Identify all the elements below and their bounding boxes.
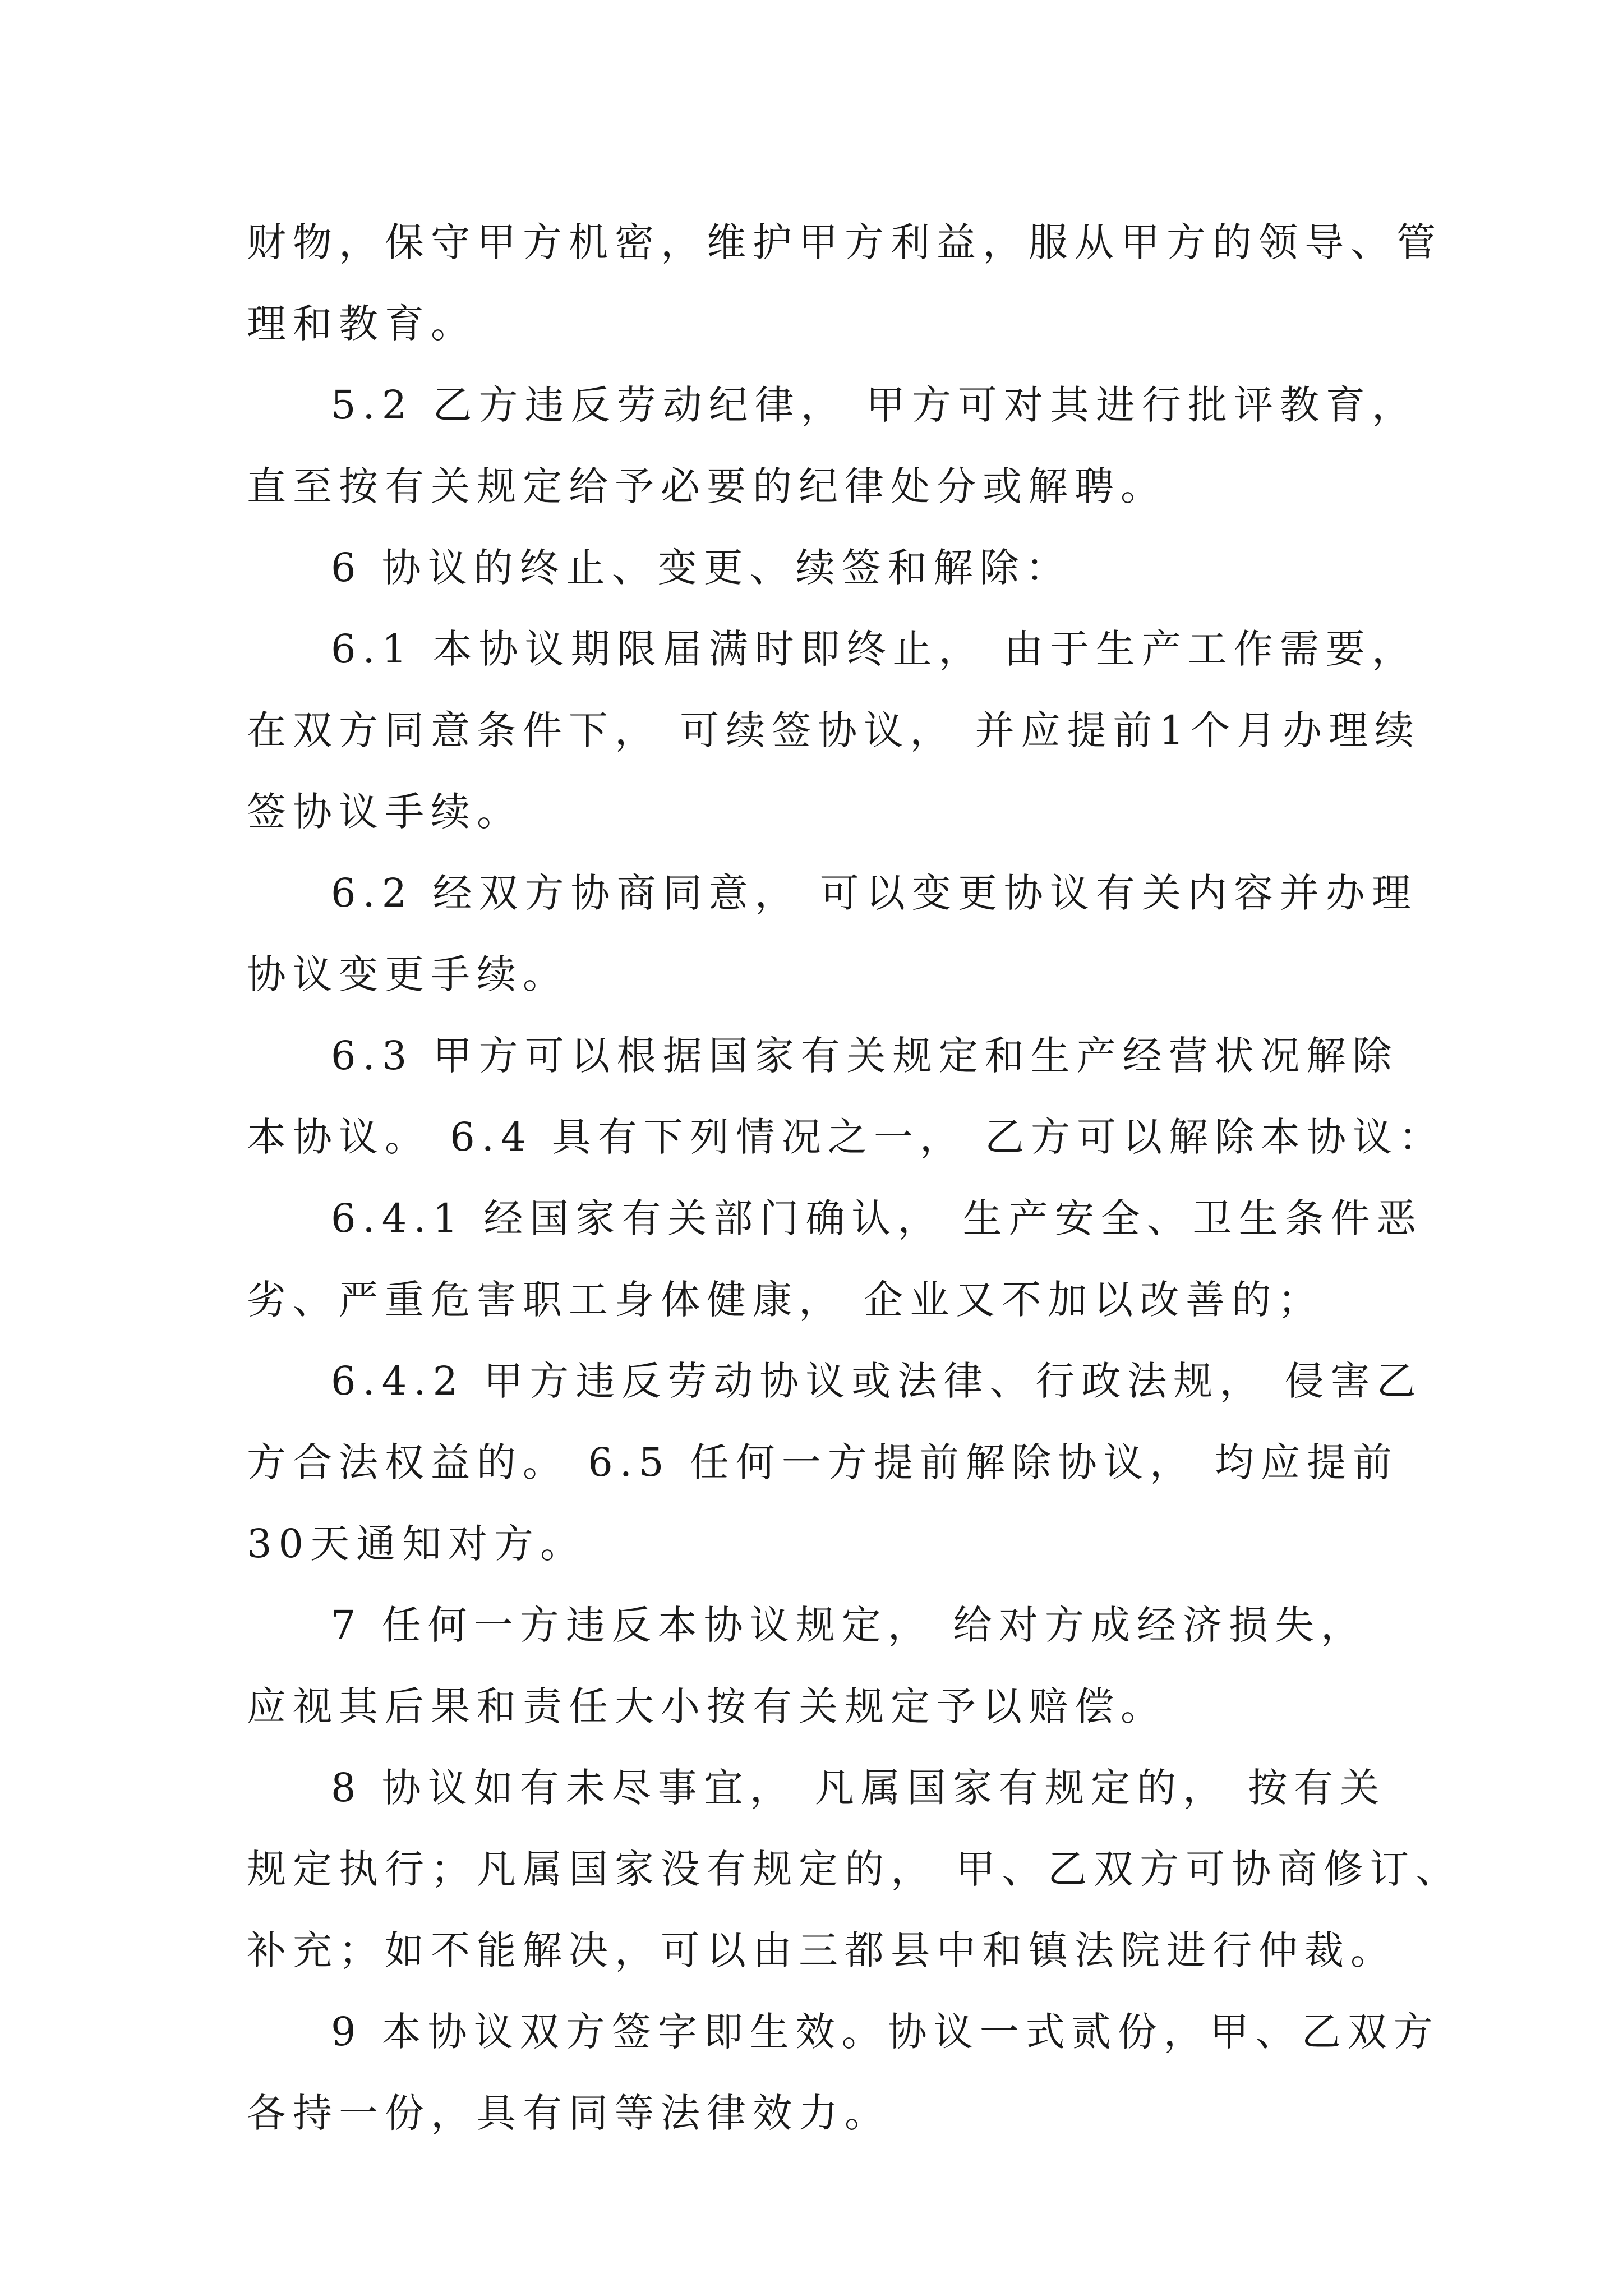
- text-line: 直至按有关规定给予必要的纪律处分或解聘。: [247, 463, 1166, 509]
- text-line: 6.4.2 甲方违反劳动协议或法律、行政法规， 侵害乙: [331, 1358, 1423, 1404]
- text-line: 理和教育。: [247, 301, 477, 347]
- text-line: 在双方同意条件下， 可续签协议， 并应提前1个月办理续: [247, 707, 1421, 753]
- text-line: 签协议手续。: [247, 789, 523, 835]
- text-line: 8 协议如有未尽事宜， 凡属国家有规定的， 按有关: [331, 1765, 1386, 1811]
- text-line: 6.2 经双方协商同意， 可以变更协议有关内容并办理: [331, 870, 1418, 916]
- text-line: 补充；如不能解决，可以由三都县中和镇法院进行仲裁。: [247, 1927, 1396, 1973]
- text-line: 9 本协议双方签字即生效。协议一式贰份，甲、乙双方: [331, 2009, 1440, 2055]
- text-line: 劣、严重危害职工身体健康， 企业又不加以改善的；: [247, 1277, 1324, 1323]
- text-line: 5.2 乙方违反劳动纪律， 甲方可对其进行批评教育，: [331, 382, 1418, 428]
- text-line: 6.4.1 经国家有关部门确认， 生产安全、卫生条件恶: [331, 1195, 1423, 1241]
- agreement-text: [247, 202, 1462, 2154]
- text-line: 30天通知对方。: [247, 1521, 587, 1567]
- text-line: 应视其后果和责任大小按有关规定予以赔偿。: [247, 1683, 1166, 1729]
- text-line: 财物，保守甲方机密，维护甲方利益，服从甲方的领导、管: [247, 219, 1442, 265]
- text-line: 6.3 甲方可以根据国家有关规定和生产经营状况解除: [331, 1033, 1399, 1079]
- text-line: 6.1 本协议期限届满时即终止， 由于生产工作需要，: [331, 626, 1418, 672]
- text-line: 规定执行；凡属国家没有规定的， 甲、乙双方可协商修订、: [247, 1846, 1462, 1892]
- text-line: 方合法权益的。 6.5 任何一方提前解除协议， 均应提前: [247, 1439, 1399, 1485]
- text-line: 本协议。 6.4 具有下列情况之一， 乙方可以解除本协议：: [247, 1114, 1445, 1160]
- text-line: 6 协议的终止、变更、续签和解除：: [331, 545, 1072, 591]
- text-line: 协议变更手续。: [247, 951, 569, 997]
- text-line: 各持一份，具有同等法律效力。: [247, 2090, 891, 2136]
- text-line: 7 任何一方违反本协议规定， 给对方成经济损失，: [331, 1602, 1367, 1648]
